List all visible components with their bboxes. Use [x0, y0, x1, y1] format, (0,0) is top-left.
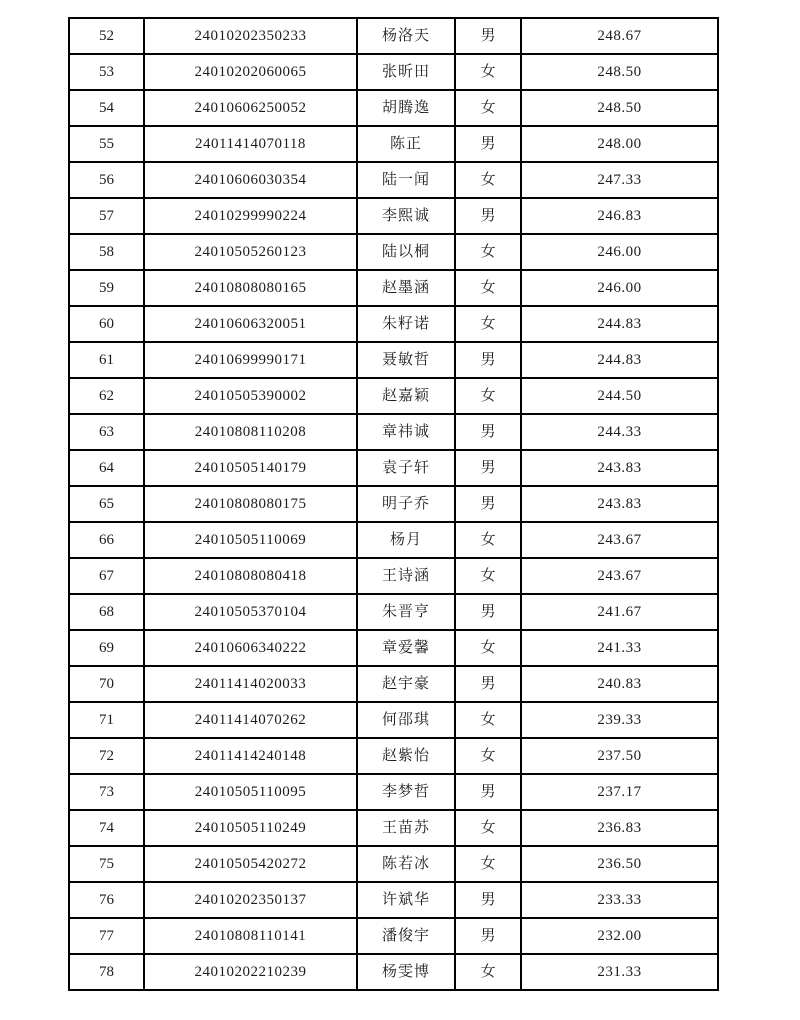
table-row [69, 234, 718, 270]
score-cell: 239.33 [521, 702, 718, 738]
exam-id-cell: 24010606340222 [144, 630, 357, 666]
gender-cell: 男 [455, 918, 521, 954]
score-cell: 244.33 [521, 414, 718, 450]
score-cell: 246.00 [521, 270, 718, 306]
table-row [69, 702, 718, 738]
table-row [69, 198, 718, 234]
exam-id-cell: 24010505110249 [144, 810, 357, 846]
score-cell: 248.67 [521, 18, 718, 54]
gender-cell: 男 [455, 198, 521, 234]
table-row [69, 18, 718, 54]
table-row [69, 630, 718, 666]
gender-cell: 女 [455, 630, 521, 666]
score-cell: 246.83 [521, 198, 718, 234]
exam-id-cell: 24010808080418 [144, 558, 357, 594]
exam-id-cell: 24011414240148 [144, 738, 357, 774]
exam-id-cell: 24010202210239 [144, 954, 357, 990]
name-cell: 王诗涵 [357, 558, 455, 594]
score-table-body [69, 18, 718, 990]
name-cell: 赵墨涵 [357, 270, 455, 306]
exam-id-cell: 24011414070118 [144, 126, 357, 162]
name-cell: 陆一闻 [357, 162, 455, 198]
table-row [69, 810, 718, 846]
table-row [69, 738, 718, 774]
gender-cell: 男 [455, 342, 521, 378]
exam-id-cell: 24010505140179 [144, 450, 357, 486]
rank-cell: 59 [69, 270, 144, 306]
name-cell: 李梦哲 [357, 774, 455, 810]
table-row [69, 414, 718, 450]
score-cell: 236.83 [521, 810, 718, 846]
rank-cell: 68 [69, 594, 144, 630]
name-cell: 何邵琪 [357, 702, 455, 738]
exam-id-cell: 24010606250052 [144, 90, 357, 126]
name-cell: 张昕田 [357, 54, 455, 90]
name-cell: 明子乔 [357, 486, 455, 522]
name-cell: 陈若冰 [357, 846, 455, 882]
rank-cell: 55 [69, 126, 144, 162]
table-row [69, 774, 718, 810]
rank-cell: 66 [69, 522, 144, 558]
score-cell: 247.33 [521, 162, 718, 198]
name-cell: 袁子轩 [357, 450, 455, 486]
rank-cell: 78 [69, 954, 144, 990]
exam-id-cell: 24010505260123 [144, 234, 357, 270]
table-row [69, 90, 718, 126]
gender-cell: 男 [455, 666, 521, 702]
table-row [69, 558, 718, 594]
exam-id-cell: 24010202350137 [144, 882, 357, 918]
rank-cell: 70 [69, 666, 144, 702]
score-cell: 241.33 [521, 630, 718, 666]
name-cell: 赵紫怡 [357, 738, 455, 774]
name-cell: 陆以桐 [357, 234, 455, 270]
name-cell: 李熙诚 [357, 198, 455, 234]
table-row [69, 270, 718, 306]
rank-cell: 57 [69, 198, 144, 234]
exam-id-cell: 24010699990171 [144, 342, 357, 378]
exam-id-cell: 24010505370104 [144, 594, 357, 630]
gender-cell: 女 [455, 954, 521, 990]
name-cell: 章祎诚 [357, 414, 455, 450]
rank-cell: 53 [69, 54, 144, 90]
exam-id-cell: 24010202060065 [144, 54, 357, 90]
exam-id-cell: 24010505420272 [144, 846, 357, 882]
table-row [69, 450, 718, 486]
score-cell: 241.67 [521, 594, 718, 630]
table-row [69, 918, 718, 954]
rank-cell: 77 [69, 918, 144, 954]
gender-cell: 男 [455, 774, 521, 810]
score-cell: 243.83 [521, 450, 718, 486]
gender-cell: 男 [455, 126, 521, 162]
score-cell: 240.83 [521, 666, 718, 702]
exam-id-cell: 24010505390002 [144, 378, 357, 414]
rank-cell: 73 [69, 774, 144, 810]
rank-cell: 64 [69, 450, 144, 486]
name-cell: 许斌华 [357, 882, 455, 918]
exam-id-cell: 24010808110208 [144, 414, 357, 450]
exam-id-cell: 24010606320051 [144, 306, 357, 342]
gender-cell: 男 [455, 486, 521, 522]
table-row [69, 846, 718, 882]
score-cell: 233.33 [521, 882, 718, 918]
gender-cell: 女 [455, 558, 521, 594]
exam-id-cell: 24010505110069 [144, 522, 357, 558]
name-cell: 杨月 [357, 522, 455, 558]
name-cell: 杨雯博 [357, 954, 455, 990]
gender-cell: 女 [455, 54, 521, 90]
rank-cell: 63 [69, 414, 144, 450]
exam-id-cell: 24010606030354 [144, 162, 357, 198]
table-row [69, 594, 718, 630]
score-cell: 243.67 [521, 522, 718, 558]
table-row [69, 882, 718, 918]
name-cell: 王苗苏 [357, 810, 455, 846]
name-cell: 聂敏哲 [357, 342, 455, 378]
rank-cell: 69 [69, 630, 144, 666]
score-cell: 232.00 [521, 918, 718, 954]
gender-cell: 男 [455, 450, 521, 486]
name-cell: 胡腾逸 [357, 90, 455, 126]
rank-cell: 76 [69, 882, 144, 918]
gender-cell: 女 [455, 90, 521, 126]
rank-cell: 71 [69, 702, 144, 738]
gender-cell: 男 [455, 18, 521, 54]
gender-cell: 女 [455, 522, 521, 558]
rank-cell: 61 [69, 342, 144, 378]
score-cell: 246.00 [521, 234, 718, 270]
name-cell: 赵嘉颖 [357, 378, 455, 414]
table-row [69, 378, 718, 414]
table-row [69, 954, 718, 990]
table-row [69, 54, 718, 90]
name-cell: 赵宇豪 [357, 666, 455, 702]
name-cell: 朱籽诺 [357, 306, 455, 342]
name-cell: 章爱馨 [357, 630, 455, 666]
gender-cell: 女 [455, 810, 521, 846]
name-cell: 杨洛天 [357, 18, 455, 54]
rank-cell: 72 [69, 738, 144, 774]
exam-id-cell: 24011414070262 [144, 702, 357, 738]
score-cell: 236.50 [521, 846, 718, 882]
table-row [69, 666, 718, 702]
exam-id-cell: 24010505110095 [144, 774, 357, 810]
score-cell: 248.00 [521, 126, 718, 162]
gender-cell: 男 [455, 882, 521, 918]
exam-id-cell: 24010808080165 [144, 270, 357, 306]
rank-cell: 65 [69, 486, 144, 522]
exam-id-cell: 24010299990224 [144, 198, 357, 234]
rank-cell: 54 [69, 90, 144, 126]
rank-cell: 62 [69, 378, 144, 414]
gender-cell: 男 [455, 414, 521, 450]
score-cell: 243.83 [521, 486, 718, 522]
gender-cell: 女 [455, 738, 521, 774]
exam-id-cell: 24010808080175 [144, 486, 357, 522]
score-cell: 231.33 [521, 954, 718, 990]
rank-cell: 52 [69, 18, 144, 54]
gender-cell: 女 [455, 234, 521, 270]
gender-cell: 男 [455, 594, 521, 630]
score-cell: 237.50 [521, 738, 718, 774]
rank-cell: 75 [69, 846, 144, 882]
table-row [69, 126, 718, 162]
table-row [69, 342, 718, 378]
rank-cell: 67 [69, 558, 144, 594]
name-cell: 潘俊宇 [357, 918, 455, 954]
score-cell: 244.83 [521, 306, 718, 342]
table-row [69, 522, 718, 558]
name-cell: 陈正 [357, 126, 455, 162]
gender-cell: 女 [455, 162, 521, 198]
gender-cell: 女 [455, 702, 521, 738]
exam-id-cell: 24010202350233 [144, 18, 357, 54]
rank-cell: 74 [69, 810, 144, 846]
rank-cell: 56 [69, 162, 144, 198]
score-table [68, 17, 719, 991]
score-cell: 237.17 [521, 774, 718, 810]
score-cell: 244.83 [521, 342, 718, 378]
gender-cell: 女 [455, 306, 521, 342]
table-row [69, 162, 718, 198]
score-cell: 243.67 [521, 558, 718, 594]
gender-cell: 女 [455, 270, 521, 306]
table-row [69, 486, 718, 522]
exam-id-cell: 24011414020033 [144, 666, 357, 702]
exam-id-cell: 24010808110141 [144, 918, 357, 954]
score-cell: 244.50 [521, 378, 718, 414]
score-cell: 248.50 [521, 54, 718, 90]
table-row [69, 306, 718, 342]
rank-cell: 58 [69, 234, 144, 270]
gender-cell: 女 [455, 378, 521, 414]
score-cell: 248.50 [521, 90, 718, 126]
rank-cell: 60 [69, 306, 144, 342]
gender-cell: 女 [455, 846, 521, 882]
name-cell: 朱晋亨 [357, 594, 455, 630]
